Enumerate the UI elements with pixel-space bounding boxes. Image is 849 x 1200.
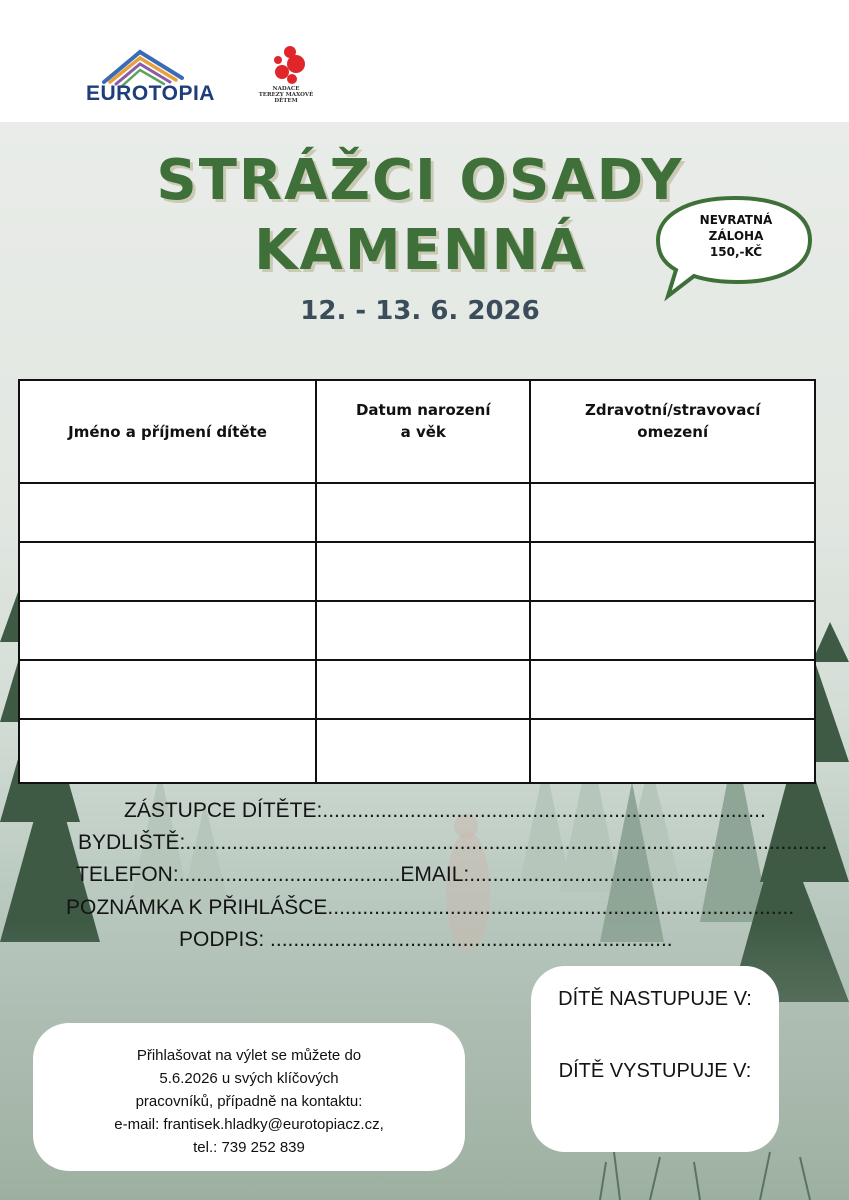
info-text: Přihlašovat na výlet se můžete do 5.6.2026 u svých klíčových pracovníků, případně na kontaktu: e-mail: frantisek.hladky@eurotopiacz.cz, tel.: 739 252 839 (114, 1047, 384, 1156)
guardian-field[interactable]: ZÁSTUPCE DÍTĚTE:............................................................................ (124, 799, 766, 822)
table-cell[interactable] (19, 483, 316, 542)
table-cell[interactable] (316, 483, 530, 542)
table-cell[interactable] (316, 719, 530, 783)
table-cell[interactable] (19, 542, 316, 601)
title-line-1: STRÁŽCI OSADY (156, 148, 684, 213)
table-cell[interactable] (530, 601, 815, 660)
table-row (19, 660, 815, 719)
note-field[interactable]: POZNÁMKA K PŘIHLÁŠCE................................................................................ (66, 896, 795, 919)
table-cell[interactable] (530, 719, 815, 783)
phone-field[interactable]: TELEFON:......................................EMAIL:......................................... (76, 863, 709, 886)
deposit-text: NEVRATNÁ ZÁLOHA 150,-KČ (699, 213, 773, 259)
address-field[interactable]: BYDLIŠTĚ:.............................................................................................................. (78, 831, 828, 854)
signature-field[interactable]: PODPIS: ..................................................................... (179, 928, 673, 951)
table-row (19, 483, 815, 542)
info-box (33, 1023, 465, 1171)
table-cell[interactable] (19, 660, 316, 719)
registration-table (18, 379, 816, 784)
table-cell[interactable] (316, 601, 530, 660)
table-cell[interactable] (19, 601, 316, 660)
table-row (19, 719, 815, 783)
nadace-text: NADACE TEREZY MAXOVÉ DĚTEM (258, 86, 314, 104)
table-cell[interactable] (530, 483, 815, 542)
email-label: EMAIL: (400, 863, 470, 886)
table-cell[interactable] (530, 660, 815, 719)
table-cell[interactable] (316, 542, 530, 601)
transport-box (531, 966, 779, 1152)
header-name: Jméno a příjmení dítěte (19, 380, 316, 483)
title-line-2: KAMENNÁ (254, 218, 586, 283)
nadace-logo (250, 44, 322, 114)
table-row (19, 542, 815, 601)
header-birth: Datum narození a věk (316, 380, 530, 483)
table-cell[interactable] (316, 660, 530, 719)
table-cell[interactable] (19, 719, 316, 783)
header-health: Zdravotní/stravovací omezení (530, 380, 815, 483)
boarding-label: DÍTĚ NASTUPUJE V: (558, 988, 752, 1010)
table-header-row (19, 380, 815, 483)
eurotopia-logo (82, 48, 215, 110)
table-cell[interactable] (530, 542, 815, 601)
alighting-label: DÍTĚ VYSTUPUJE V: (558, 1060, 752, 1082)
table-row (19, 601, 815, 660)
event-date: 12. - 13. 6. 2026 (300, 296, 540, 326)
header-band (0, 0, 849, 122)
deposit-bubble (650, 192, 820, 304)
eurotopia-wordmark: EUROTOPIA (86, 82, 215, 105)
nadace-heart-icon (250, 44, 322, 86)
